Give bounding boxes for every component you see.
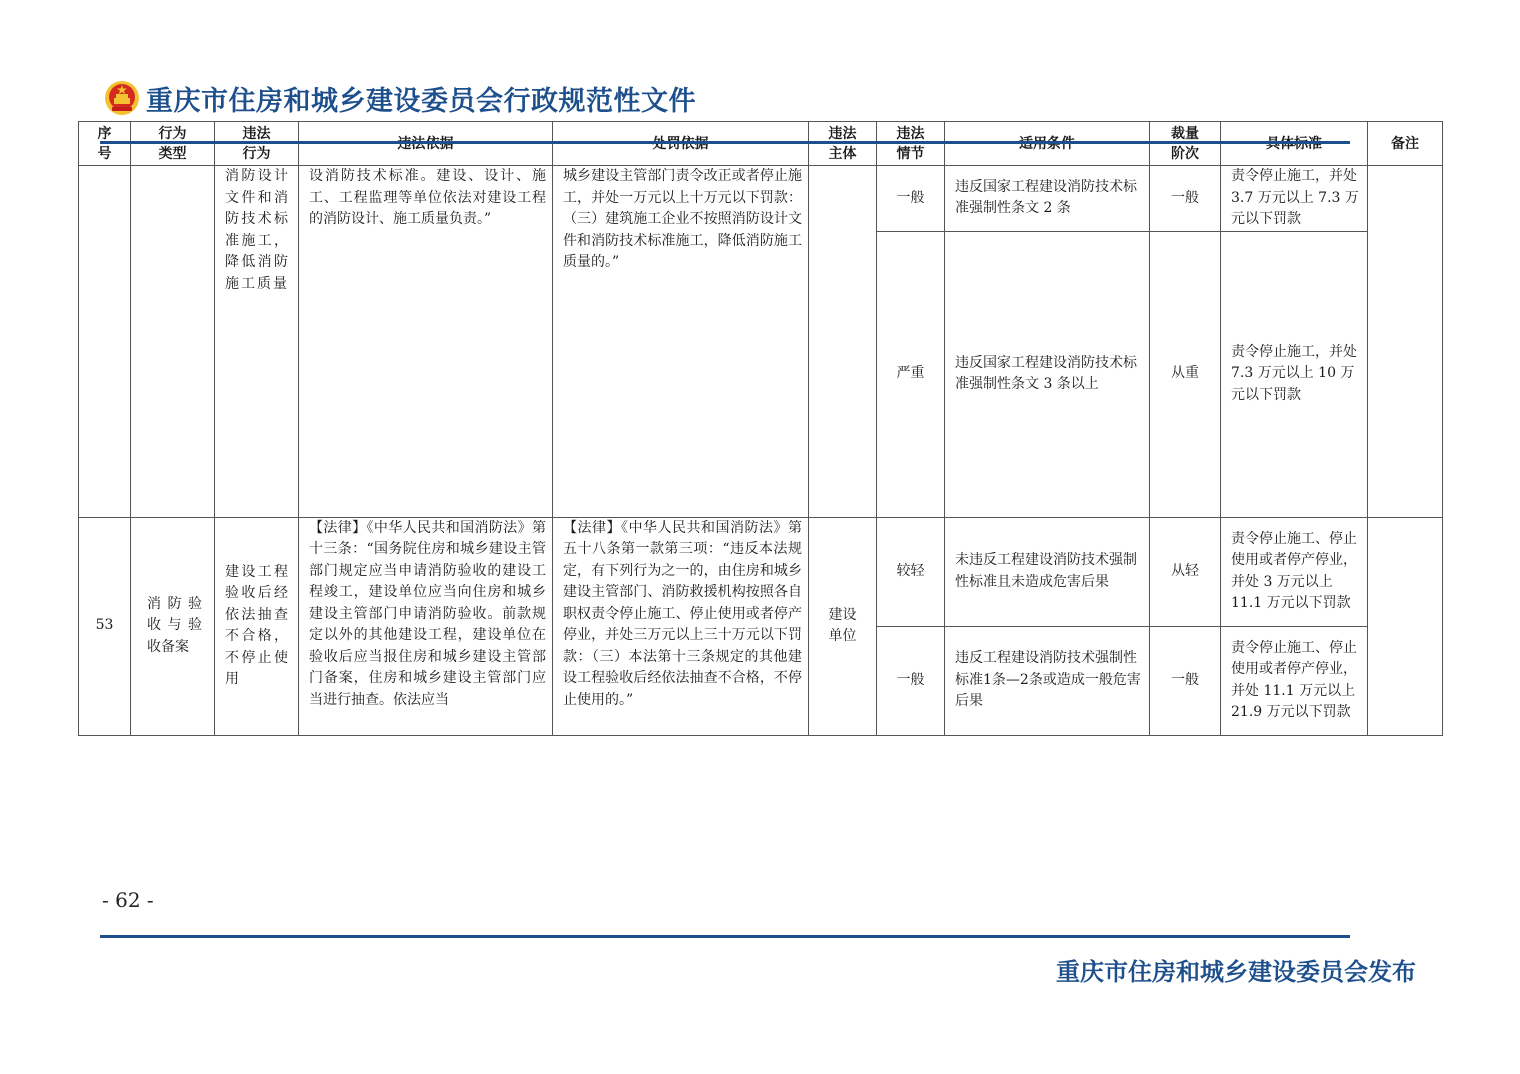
cell-level: 从轻	[1150, 517, 1221, 626]
document-title: 重庆市住房和城乡建设委员会行政规范性文件	[146, 85, 696, 117]
cell-condition: 违反国家工程建设消防技术标准强制性条文 2 条	[945, 166, 1150, 232]
cell-condition: 违反工程建设消防技术强制性标准1条—2条或造成一般危害后果	[945, 626, 1150, 735]
cell-seq	[79, 166, 131, 518]
cell-basis: 设消防技术标准。建设、设计、施工、工程监理等单位依法对建设工程的消防设计、施工质量负责。”	[299, 166, 553, 518]
cell-level: 一般	[1150, 626, 1221, 735]
col-header-subject: 违法 主体	[809, 122, 877, 166]
cell-condition: 违反国家工程建设消防技术标准强制性条文 3 条以上	[945, 231, 1150, 517]
header-rule	[100, 141, 1350, 144]
cell-plot: 一般	[877, 626, 945, 735]
cell-type	[131, 166, 215, 518]
col-header-remark: 备注	[1368, 122, 1443, 166]
col-header-level: 裁量 阶次	[1150, 122, 1221, 166]
col-header-seq: 序 号	[79, 122, 131, 166]
cell-seq: 53	[79, 517, 131, 735]
publisher-footer: 重庆市住房和城乡建设委员会发布	[1056, 958, 1416, 986]
cell-behavior: 建设工程验收后经依法抽查不合格，不停止使用	[215, 517, 299, 735]
col-header-basis: 违法依据	[299, 122, 553, 166]
col-header-plot: 违法 情节	[877, 122, 945, 166]
cell-standard: 责令停止施工、停止使用或者停产停业，并处 3 万元以上 11.1 万元以下罚款	[1221, 517, 1368, 626]
cell-type: 消防验收与验收备案	[131, 517, 215, 735]
cell-plot: 较轻	[877, 517, 945, 626]
cell-level: 一般	[1150, 166, 1221, 232]
document-header	[104, 78, 696, 118]
cell-remark	[1368, 166, 1443, 518]
table-row	[79, 517, 1443, 626]
cell-subject: 建设单位	[809, 517, 877, 735]
cell-level: 从重	[1150, 231, 1221, 517]
col-header-type: 行为 类型	[131, 122, 215, 166]
col-header-standard: 具体标准	[1221, 122, 1368, 166]
national-emblem-icon	[104, 80, 140, 116]
cell-standard: 责令停止施工，并处 7.3 万元以上 10 万元以下罚款	[1221, 231, 1368, 517]
cell-plot: 严重	[877, 231, 945, 517]
table-row	[79, 166, 1443, 232]
penalty-standard-table	[78, 121, 1443, 736]
cell-subject	[809, 166, 877, 518]
cell-remark	[1368, 517, 1443, 735]
cell-penalty: 城乡建设主管部门责令改正或者停止施工，并处一万元以上十万元以下罚款：（三）建筑施工企业不按照消防设计文件和消防技术标准施工，降低消防施工质量的。”	[553, 166, 809, 518]
page-number: - 62 -	[102, 888, 154, 912]
footer-rule	[100, 935, 1350, 938]
col-header-behavior: 违法 行为	[215, 122, 299, 166]
cell-basis: 【法律】《中华人民共和国消防法》第十三条：“国务院住房和城乡建设主管部门规定应当申请消防验收的建设工程竣工，建设单位应当向住房和城乡建设主管部门申请消防验收。前款规定以外的其他建设工程，建设单位在验收后应当报住房和城乡建设主管部门备案，住房和城乡建设主管部门应当进行抽查。依法应当	[299, 517, 553, 735]
cell-standard: 责令停止施工，并处 3.7 万元以上 7.3 万元以下罚款	[1221, 166, 1368, 232]
cell-behavior: 消防设计文件和消防技术标准施工，降低消防施工质量	[215, 166, 299, 518]
col-header-condition: 适用条件	[945, 122, 1150, 166]
cell-penalty: 【法律】《中华人民共和国消防法》第五十八条第一款第三项：“违反本法规定，有下列行为之一的，由住房和城乡建设主管部门、消防救援机构按照各自职权责令停止施工、停止使用或者停产停业，并处三万元以上三十万元以下罚款：（三）本法第十三条规定的其他建设工程验收后经依法抽查不合格，不停止使用的。”	[553, 517, 809, 735]
cell-condition: 未违反工程建设消防技术强制性标准且未造成危害后果	[945, 517, 1150, 626]
cell-plot: 一般	[877, 166, 945, 232]
cell-standard: 责令停止施工、停止使用或者停产停业，并处 11.1 万元以上 21.9 万元以下罚款	[1221, 626, 1368, 735]
col-header-penalty: 处罚依据	[553, 122, 809, 166]
